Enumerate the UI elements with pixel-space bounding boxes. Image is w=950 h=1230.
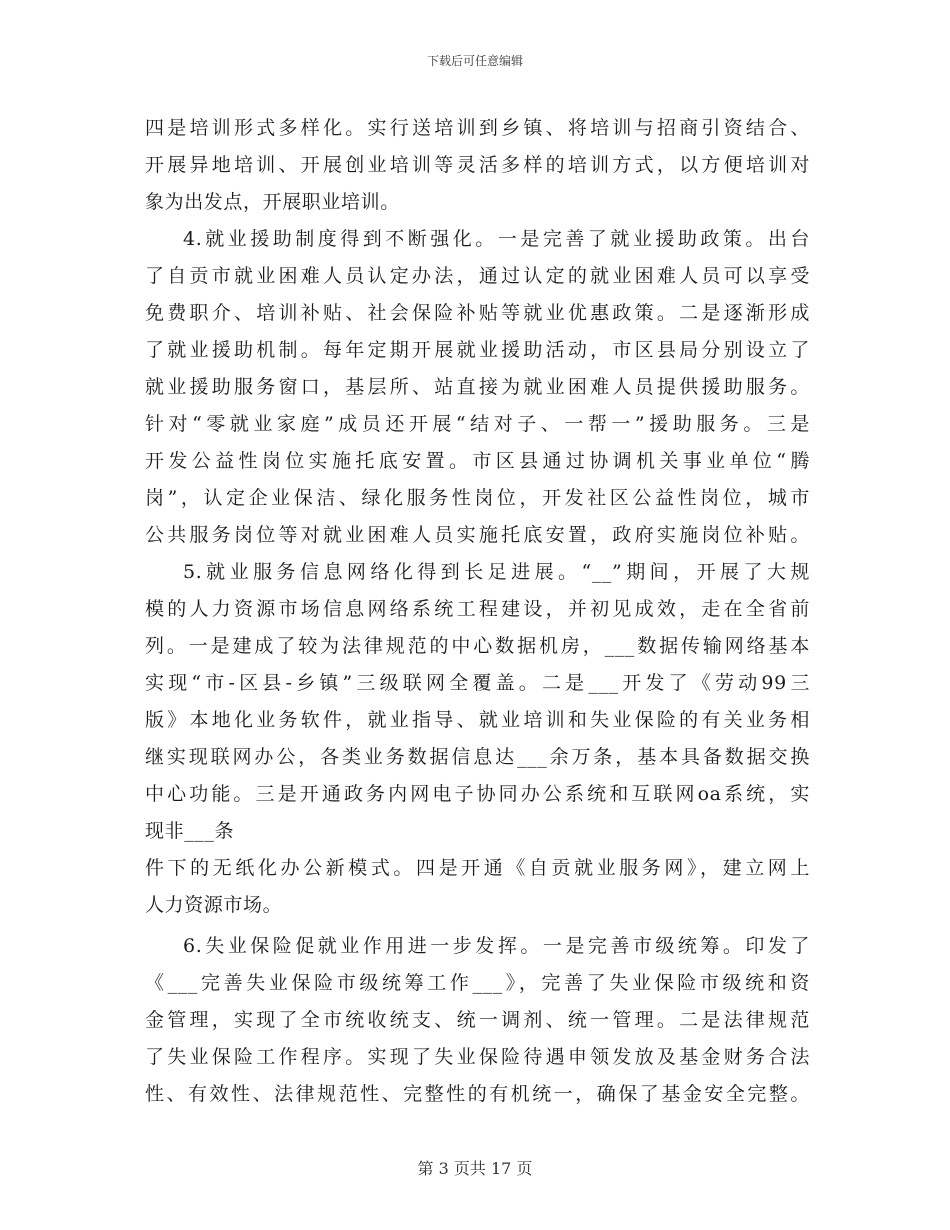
- text-line: 针对“零就业家庭”成员还开展“结对子、一帮一”援助服务。三是: [145, 413, 810, 435]
- text-line: 6.失业保险促就业作用进一步发挥。一是完善市级统筹。印发了: [183, 935, 810, 957]
- text-line: 继实现联网办公，各类业务数据信息达___余万条，基本具备数据交换: [145, 746, 810, 768]
- text-line: 四是培训形式多样化。实行送培训到乡镇、将培训与招商引资结合、: [145, 117, 810, 139]
- text-line: 中心功能。三是开通政务内网电子协同办公系统和互联网oa系统，实: [145, 783, 810, 805]
- text-line: 开发公益性岗位实施托底安置。市区县通过协调机关事业单位“腾: [145, 450, 810, 472]
- text-line: 公共服务岗位等对就业困难人员实施托底安置，政府实施岗位补贴。: [145, 524, 810, 546]
- text-line: 象为出发点，开展职业培训。: [145, 191, 400, 213]
- text-line: 人力资源市场。: [145, 894, 283, 916]
- text-line: 了自贡市就业困难人员认定办法，通过认定的就业困难人员可以享受: [145, 265, 810, 287]
- text-line: 现非___条: [145, 820, 235, 842]
- page-header: 下载后可任意编辑: [426, 54, 523, 68]
- text-line: 了失业保险工作程序。实现了失业保险待遇申领发放及基金财务合法: [145, 1046, 810, 1068]
- text-line: 件下的无纸化办公新模式。四是开通《自贡就业服务网》，建立网上: [145, 857, 810, 879]
- text-line: 就业援助服务窗口，基层所、站直接为就业困难人员提供援助服务。: [145, 376, 810, 398]
- text-line: 了就业援助机制。每年定期开展就业援助活动，市区县局分别设立了: [145, 339, 810, 361]
- document-body: [145, 110, 810, 1113]
- text-line: 性、有效性、法律规范性、完整性的有机统一，确保了基金安全完整。: [145, 1083, 810, 1105]
- text-line: 5.就业服务信息网络化得到长足进展。“__”期间，开展了大规: [183, 561, 810, 583]
- text-line: 《___完善失业保险市级统筹工作___》，完善了失业保险市级统和资: [145, 972, 810, 994]
- text-line: 金管理，实现了全市统收统支、统一调剂、统一管理。二是法律规范: [145, 1009, 810, 1031]
- text-line: 实现“市-区县-乡镇”三级联网全覆盖。二是___开发了《劳动99三: [145, 672, 810, 694]
- text-line: 开展异地培训、开展创业培训等灵活多样的培训方式，以方便培训对: [145, 154, 810, 176]
- text-line: 免费职介、培训补贴、社会保险补贴等就业优惠政策。二是逐渐形成: [145, 302, 810, 324]
- page-footer: 第 3 页共 17 页: [417, 1159, 533, 1178]
- text-line: 4.就业援助制度得到不断强化。一是完善了就业援助政策。出台: [183, 228, 810, 250]
- text-line: 列。一是建成了较为法律规范的中心数据机房，___数据传输网络基本: [145, 635, 810, 657]
- text-line: 模的人力资源市场信息网络系统工程建设，并初见成效，走在全省前: [145, 598, 810, 620]
- text-line: 岗”，认定企业保洁、绿化服务性岗位，开发社区公益性岗位，城市: [145, 487, 810, 509]
- text-line: 版》本地化业务软件，就业指导、就业培训和失业保险的有关业务相: [145, 709, 810, 731]
